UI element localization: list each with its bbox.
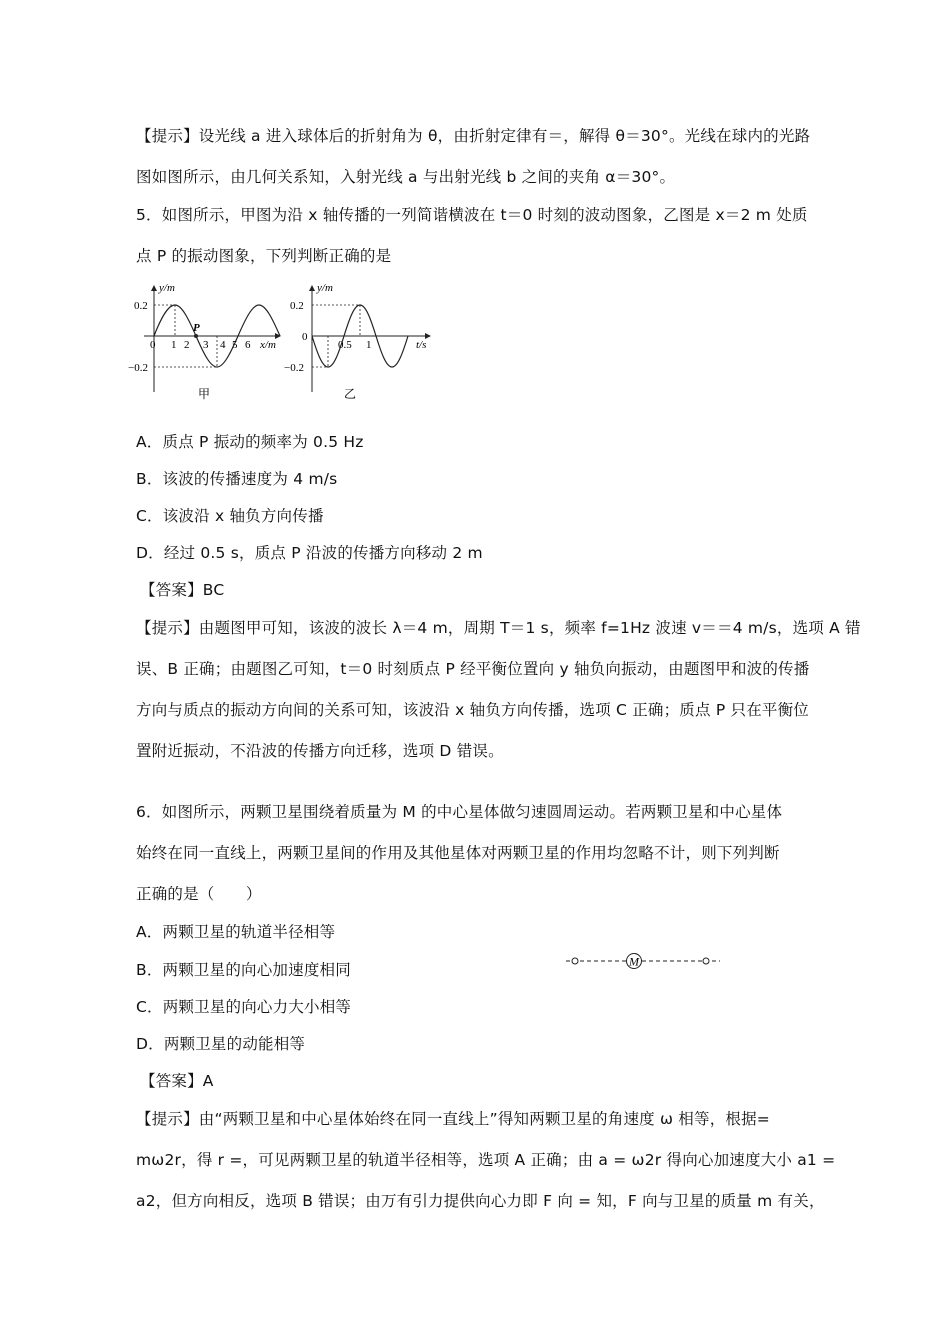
figure-yi-vibration-graph	[280, 280, 440, 405]
yi-y-label: y/m	[317, 282, 333, 294]
jia-y-tick-bottom: −0.2	[128, 362, 148, 374]
q5-hint-line: 误、B 正确；由题图乙可知，t＝0 时刻质点 P 经平衡位置向 y 轴负向振动，由题图甲和波的传播	[136, 660, 810, 678]
q6-hint-line: 【提示】由“两颗卫星和中心星体始终在同一直线上”得知两颗卫星的角速度 ω 相等，根据=	[136, 1110, 770, 1128]
hint4-line1: 【提示】设光线 a 进入球体后的折射角为 θ，由折射定律有＝，解得 θ＝30°。光线在球内的光路	[136, 127, 811, 145]
satellite-right	[703, 958, 709, 964]
q6-stem-line: 始终在同一直线上，两颗卫星间的作用及其他星体对两颗卫星的作用均忽略不计，则下列判断	[136, 844, 780, 862]
q5-hint-line: 【提示】由题图甲可知，该波的波长 λ＝4 m，周期 T＝1 s，频率 f=1Hz 波速 v＝＝4 m/s，选项 A 错	[136, 619, 861, 637]
figure-jia-wave-graph	[130, 280, 290, 405]
central-body-label: M	[629, 954, 639, 969]
q5-option-d: D．经过 0.5 s，质点 P 沿波的传播方向移动 2 m	[136, 544, 483, 562]
q5-answer: 【答案】BC	[140, 581, 225, 599]
q6-option-d: D．两颗卫星的动能相等	[136, 1035, 306, 1053]
jia-y-label: y/m	[159, 282, 175, 294]
figure-satellites-diagram	[560, 948, 730, 974]
yi-x-tick: 0.5	[338, 339, 352, 351]
q6-option-b: B．两颗卫星的向心加速度相同	[136, 961, 351, 979]
jia-x-tick: 3	[203, 339, 209, 351]
yi-y-tick-zero: 0	[302, 331, 308, 343]
q5-hint-line: 方向与质点的振动方向间的关系可知，该波沿 x 轴负方向传播，选项 C 正确；质点 P 只在平衡位	[136, 701, 810, 719]
q6-answer: 【答案】A	[140, 1072, 214, 1090]
jia-x-tick: 5	[232, 339, 238, 351]
q6-option-c: C．两颗卫星的向心力大小相等	[136, 998, 352, 1016]
q6-stem-line: 6．如图所示，两颗卫星围绕着质量为 M 的中心星体做匀速圆周运动。若两颗卫星和中心星体	[136, 803, 783, 821]
jia-x-tick: 4	[220, 339, 226, 351]
q6-option-a: A．两颗卫星的轨道半径相等	[136, 923, 336, 941]
jia-x-tick: 2	[184, 339, 190, 351]
yi-x-label: t/s	[416, 339, 427, 351]
q5-stem-line1: 5．如图所示，甲图为沿 x 轴传播的一列简谐横波在 t＝0 时刻的波动图象，乙图是 x＝2 m 处质	[136, 206, 808, 224]
yi-caption: 乙	[344, 387, 357, 401]
jia-y-tick-top: 0.2	[134, 300, 148, 312]
q6-hint-line: mω2r，得 r =，可见两颗卫星的轨道半径相等，选项 A 正确；由 a = ω2r 得向心加速度大小 a1 =	[136, 1151, 836, 1169]
satellite-left	[572, 958, 578, 964]
hint4-line2: 图如图所示，由几何关系知，入射光线 a 与出射光线 b 之间的夹角 α＝30°。	[136, 168, 676, 186]
q6-hint-line: a2，但方向相反，选项 B 错误；由万有引力提供向心力即 F 向 = 知，F 向与卫星的质量 m 有关，	[136, 1192, 825, 1210]
jia-x-tick: 0	[150, 339, 156, 351]
jia-point-label: P	[193, 322, 200, 334]
yi-y-tick-bottom: −0.2	[284, 362, 304, 374]
jia-point-p	[194, 334, 198, 338]
jia-x-tick: 1	[171, 339, 177, 351]
jia-x-label: x/m	[260, 339, 276, 351]
q5-option-a: A．质点 P 振动的频率为 0.5 Hz	[136, 433, 364, 451]
yi-y-tick-top: 0.2	[290, 300, 304, 312]
q5-option-b: B．该波的传播速度为 4 m/s	[136, 470, 338, 488]
yi-x-tick: 1	[366, 339, 372, 351]
q5-stem-line2: 点 P 的振动图象，下列判断正确的是	[136, 247, 392, 265]
q5-hint-line: 置附近振动，不沿波的传播方向迁移，选项 D 错误。	[136, 742, 504, 760]
jia-x-tick: 6	[245, 339, 251, 351]
jia-caption: 甲	[198, 387, 211, 401]
q5-option-c: C．该波沿 x 轴负方向传播	[136, 507, 324, 525]
q6-stem-line: 正确的是（ ）	[136, 885, 262, 903]
